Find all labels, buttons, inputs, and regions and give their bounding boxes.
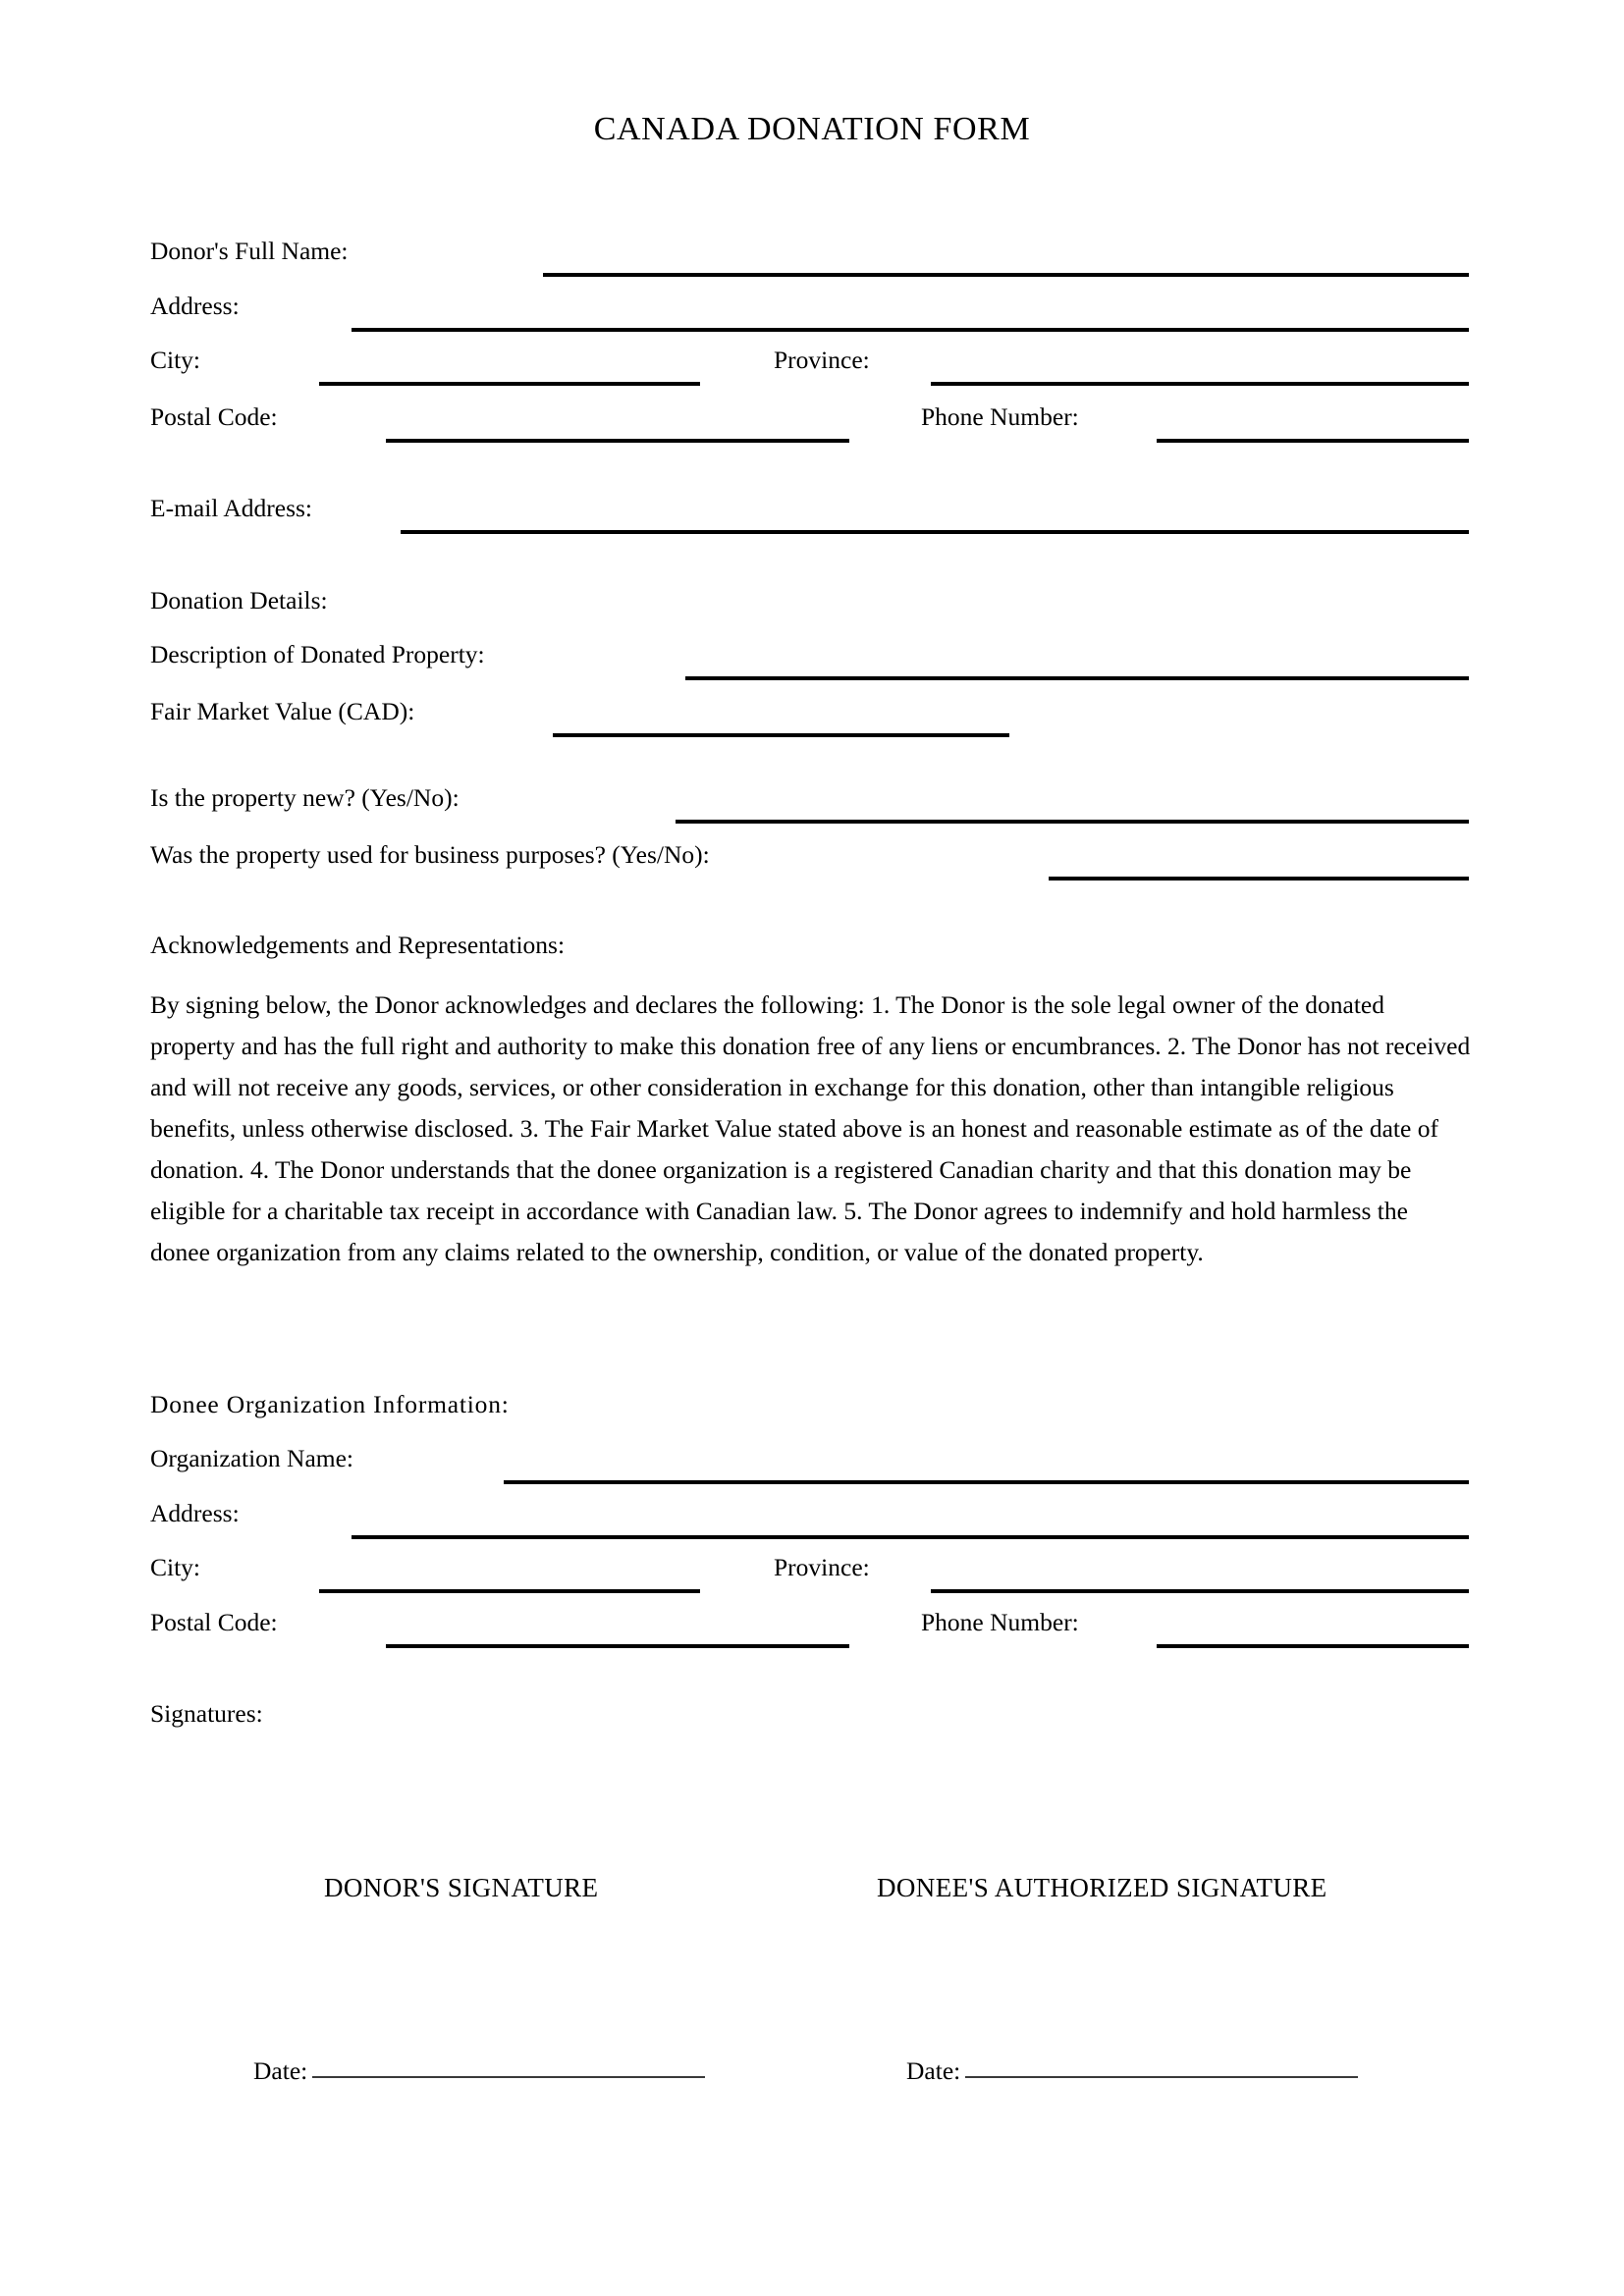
donee-address-input[interactable] — [352, 1535, 1469, 1539]
page-title: CANADA DONATION FORM — [593, 111, 1031, 147]
donee-date-input[interactable] — [965, 2076, 1358, 2078]
donor-date-label: Date: — [253, 2056, 308, 2085]
fair-market-value-label: Fair Market Value (CAD): — [150, 697, 415, 725]
donee-province-label: Province: — [774, 1553, 870, 1581]
donor-signature-caption: DONOR'S SIGNATURE — [324, 1873, 599, 1902]
donee-organization-name-input[interactable] — [504, 1480, 1469, 1484]
donee-phone-number-label: Phone Number: — [921, 1608, 1079, 1636]
property-new-input[interactable] — [676, 820, 1469, 824]
donor-date-input[interactable] — [312, 2076, 705, 2078]
donor-province-label: Province: — [774, 346, 870, 374]
signatures-heading: Signatures: — [150, 1699, 263, 1728]
donee-signature-caption: DONEE'S AUTHORIZED SIGNATURE — [877, 1873, 1327, 1902]
donated-property-description-label: Description of Donated Property: — [150, 640, 485, 668]
donee-date-label: Date: — [906, 2056, 961, 2085]
donor-postal-code-label: Postal Code: — [150, 402, 278, 431]
donee-city-input[interactable] — [319, 1589, 700, 1593]
donor-address-label: Address: — [150, 292, 240, 320]
donee-address-label: Address: — [150, 1499, 240, 1527]
donated-property-description-input[interactable] — [685, 676, 1469, 680]
business-purposes-label: Was the property used for business purposes? (Yes/No): — [150, 840, 710, 869]
donor-phone-number-input[interactable] — [1157, 439, 1469, 443]
business-purposes-input[interactable] — [1049, 877, 1469, 881]
donee-postal-code-input[interactable] — [386, 1644, 849, 1648]
donor-postal-code-input[interactable] — [386, 439, 849, 443]
donee-province-input[interactable] — [931, 1589, 1469, 1593]
donee-city-label: City: — [150, 1553, 201, 1581]
donor-address-input[interactable] — [352, 328, 1469, 332]
donor-full-name-label: Donor's Full Name: — [150, 237, 349, 265]
donee-date-row — [906, 2056, 1358, 2086]
donee-phone-number-input[interactable] — [1157, 1644, 1469, 1648]
donor-province-input[interactable] — [931, 382, 1469, 386]
donor-city-input[interactable] — [319, 382, 700, 386]
acknowledgements-heading: Acknowledgements and Representations: — [150, 931, 566, 959]
donor-date-row — [253, 2056, 705, 2086]
property-new-label: Is the property new? (Yes/No): — [150, 783, 460, 812]
donor-email-label: E-mail Address: — [150, 494, 313, 522]
fair-market-value-input[interactable] — [553, 733, 1009, 737]
donor-city-label: City: — [150, 346, 201, 374]
donor-email-input[interactable] — [401, 530, 1469, 534]
donor-full-name-input[interactable] — [543, 273, 1469, 277]
donation-details-heading: Donation Details: — [150, 586, 328, 614]
donor-phone-number-label: Phone Number: — [921, 402, 1079, 431]
donee-organization-heading: Donee Organization Information: — [150, 1390, 510, 1418]
acknowledgements-body: By signing below, the Donor acknowledges and declares the following: 1. The Donor is the sole legal owner of the donated property and has the full right and authority to make this donation free of any liens or encumbrances. 2. The Donor has not received and will not receive any goods, services, or other consideration in exchange for this donation, other than intangible religious benefits, unless otherwise disclosed. 3. The Fair Market Value stated above is an honest and reasonable estimate as of the date of donation. 4. The Donor understands that the donee organization is a registered Canadian charity and that this donation may be eligible for a charitable tax receipt in accordance with Canadian law. 5. The Donor agrees to indemnify and hold harmless the donee organization from any claims related to the ownership, condition, or value of the donated property. — [150, 990, 1471, 1266]
donee-organization-name-label: Organization Name: — [150, 1444, 354, 1472]
donee-postal-code-label: Postal Code: — [150, 1608, 278, 1636]
